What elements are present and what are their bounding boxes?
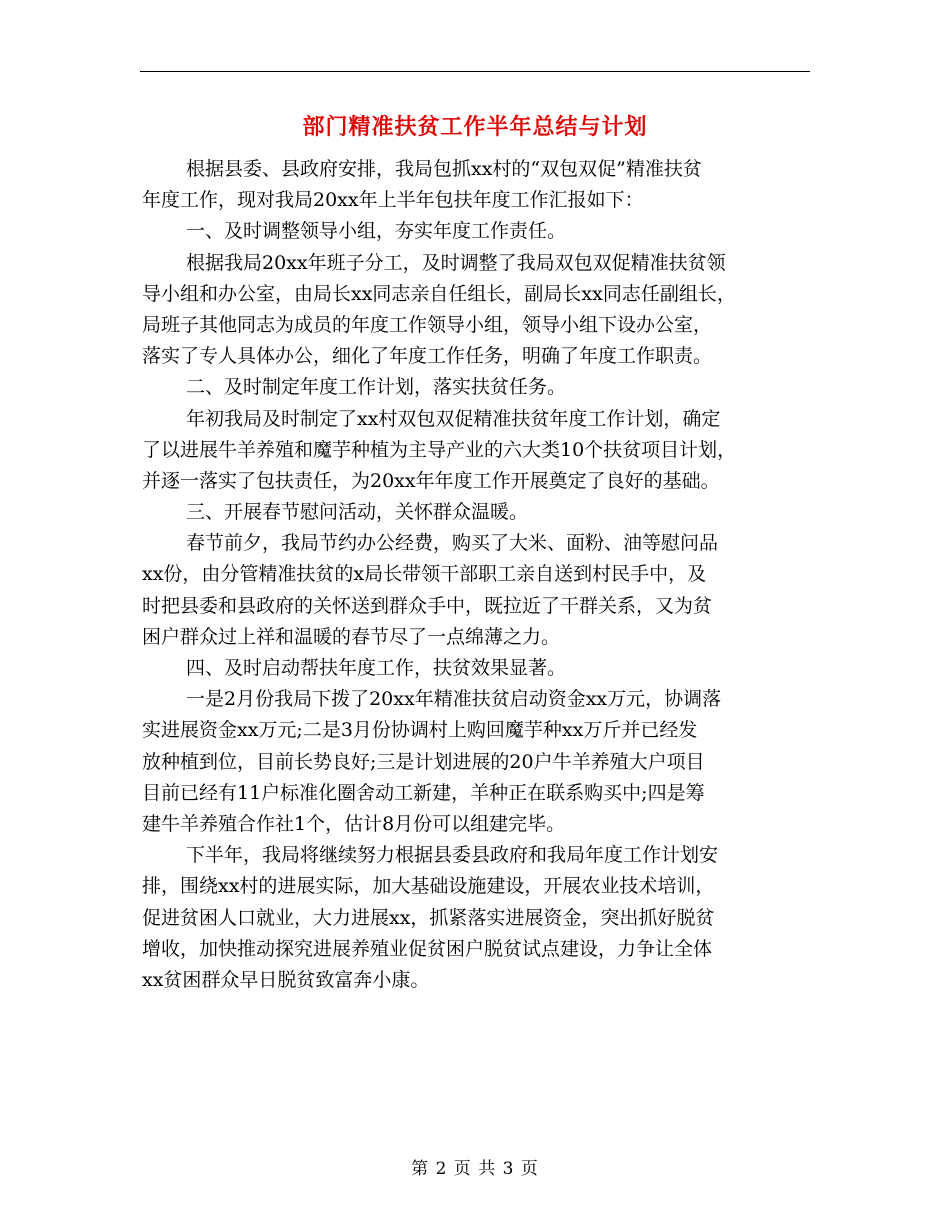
body-line: 实进展资金xx万元;二是3月份协调村上购回魔芋种xx万斤并已经发 <box>142 719 698 742</box>
document-body <box>142 154 808 996</box>
body-line: xx份，由分管精准扶贫的x局长带领干部职工亲自送到村民手中，及 <box>142 563 707 586</box>
body-line: 目前已经有11户标准化圈舍动工新建，羊种正在联系购买中;四是筹 <box>142 781 705 804</box>
body-line: 年初我局及时制定了xx村双包双促精准扶贫年度工作计划，确定 <box>186 407 721 430</box>
body-line: 促进贫困人口就业，大力进展xx，抓紧落实进展资金，突出抓好脱贫 <box>142 906 715 929</box>
body-line: 局班子其他同志为成员的年度工作领导小组，领导小组下设办公室， <box>142 313 713 336</box>
body-line: 建牛羊养殖合作社1个，估计8月份可以组建完毕。 <box>142 812 566 835</box>
body-line: 四、及时启动帮扶年度工作，扶贫效果显著。 <box>186 657 567 679</box>
body-line: 下半年，我局将继续努力根据县委县政府和我局年度工作计划安 <box>186 844 719 867</box>
body-line: 春节前夕，我局节约办公经费，购买了大米、面粉、油等慰问品 <box>186 532 719 555</box>
body-line: 了以进展牛羊养殖和魔芋种植为主导产业的六大类10个扶贫项目计划， <box>142 438 737 461</box>
body-line: 一、及时调整领导小组，夯实年度工作责任。 <box>186 220 567 243</box>
body-line: 根据县委、县政府安排，我局包抓xx村的“双包双促”精准扶贫 <box>186 158 702 180</box>
body-line: 二、及时制定年度工作计划，落实扶贫任务。 <box>186 376 567 399</box>
body-line: 增收，加快推动探究进展养殖业促贫困户脱贫试点建设，力争让全体 <box>142 937 713 960</box>
body-line: 根据我局20xx年班子分工，及时调整了我局双包双促精准扶贫领 <box>186 251 726 274</box>
body-line: 落实了专人具体办公，细化了年度工作任务，明确了年度工作职责。 <box>142 345 713 368</box>
document-title: 部门精准扶贫工作半年总结与计划 <box>302 114 648 140</box>
header-rule <box>140 71 810 72</box>
body-line: xx贫困群众早日脱贫致富奔小康。 <box>142 968 430 991</box>
body-line: 排，围绕xx村的进展实际，加大基础设施建设，开展农业技术培训， <box>142 875 715 898</box>
body-line: 时把县委和县政府的关怀送到群众手中，既拉近了干群关系，又为贫 <box>142 594 713 617</box>
body-line: 困户群众过上祥和温暖的春节尽了一点绵薄之力。 <box>142 625 561 648</box>
page-footer: 第 2 页 共 3 页 <box>411 1159 539 1179</box>
body-line: 年度工作，现对我局20xx年上半年包扶年度工作汇报如下： <box>142 189 644 212</box>
body-line: 三、开展春节慰问活动，关怀群众温暖。 <box>186 501 529 524</box>
body-line: 导小组和办公室，由局长xx同志亲自任组长，副局长xx同志任副组长， <box>142 282 736 305</box>
body-line: 放种植到位，目前长势良好;三是计划进展的20户牛羊养殖大户项目 <box>142 750 705 773</box>
body-line: 并逐一落实了包扶责任，为20xx年年度工作开展奠定了良好的基础。 <box>142 469 720 492</box>
body-line: 一是2月份我局下拨了20xx年精准扶贫启动资金xx万元，协调落 <box>186 688 722 711</box>
